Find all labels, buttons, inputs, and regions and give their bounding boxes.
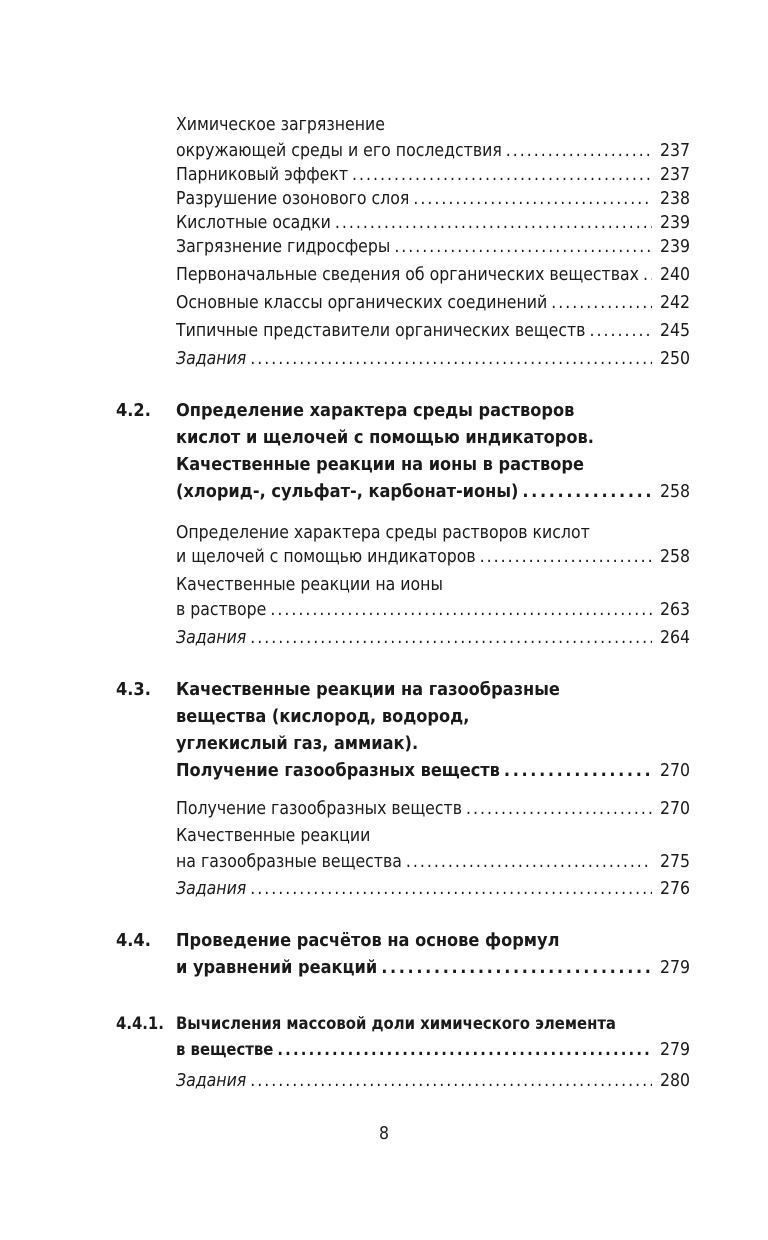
section-number: 4.4. bbox=[116, 930, 151, 951]
toc-entry: Парниковый эффект . . . 237 bbox=[176, 164, 690, 186]
subsection-heading: в веществе . . . 279 bbox=[176, 1039, 690, 1061]
section-number: 4.3. bbox=[116, 679, 151, 700]
page-number: 8 bbox=[378, 1124, 389, 1144]
toc-entry-tasks: Задания . . . 276 bbox=[176, 878, 690, 900]
toc-entry: Первоначальные сведения об органических веществах . . . 240 bbox=[176, 264, 690, 286]
subsection-number: 4.4.1. bbox=[116, 1014, 164, 1033]
section-heading: (хлорид-, сульфат-, карбонат-ионы) . . . 258 bbox=[176, 481, 690, 503]
toc-entry: окружающей среды и его последствия . . . 237 bbox=[176, 140, 690, 162]
section-heading: кислот и щелочей с помощью индикаторов. bbox=[176, 427, 594, 448]
toc-entry-tasks: Задания . . . 250 bbox=[176, 348, 690, 370]
toc-entry: Определение характера среды растворов кислот bbox=[176, 523, 590, 543]
toc-entry: Основные классы органических соединений . . . 242 bbox=[176, 292, 690, 314]
subsection-heading: Вычисления массовой доли химического элемента bbox=[176, 1014, 616, 1033]
section-heading: Качественные реакции на газообразные bbox=[176, 679, 560, 700]
toc-entry: Типичные представители органических веществ . . . 245 bbox=[176, 320, 690, 342]
section-heading: вещества (кислород, водород, bbox=[176, 706, 470, 727]
toc-entry: в растворе . . . 263 bbox=[176, 599, 690, 621]
section-heading: Получение газообразных веществ . . . 270 bbox=[176, 760, 690, 782]
toc-entry: Загрязнение гидросферы . . . 239 bbox=[176, 236, 690, 258]
toc-entry: и щелочей с помощью индикаторов . . . 258 bbox=[176, 546, 690, 568]
toc-entry: Качественные реакции на ионы bbox=[176, 575, 443, 595]
section-heading: Определение характера среды растворов bbox=[176, 400, 575, 421]
toc-entry: Получение газообразных веществ . . . 270 bbox=[176, 798, 690, 820]
section-heading: Качественные реакции на ионы в растворе bbox=[176, 454, 584, 475]
toc-entry: Химическое загрязнение bbox=[176, 115, 385, 135]
section-heading: и уравнений реакций . . . 279 bbox=[176, 957, 690, 979]
toc-entry-tasks: Задания . . . 280 bbox=[176, 1070, 690, 1092]
toc-entry: Кислотные осадки . . . 239 bbox=[176, 212, 690, 234]
section-heading: Проведение расчётов на основе формул bbox=[176, 930, 560, 951]
toc-entry: на газообразные вещества . . . 275 bbox=[176, 851, 690, 873]
toc-entry: Разрушение озонового слоя . . . 238 bbox=[176, 188, 690, 210]
section-heading: углекислый газ, аммиак). bbox=[176, 733, 419, 754]
section-number: 4.2. bbox=[116, 400, 151, 421]
toc-entry-tasks: Задания . . . 264 bbox=[176, 627, 690, 649]
toc-entry: Качественные реакции bbox=[176, 826, 371, 846]
